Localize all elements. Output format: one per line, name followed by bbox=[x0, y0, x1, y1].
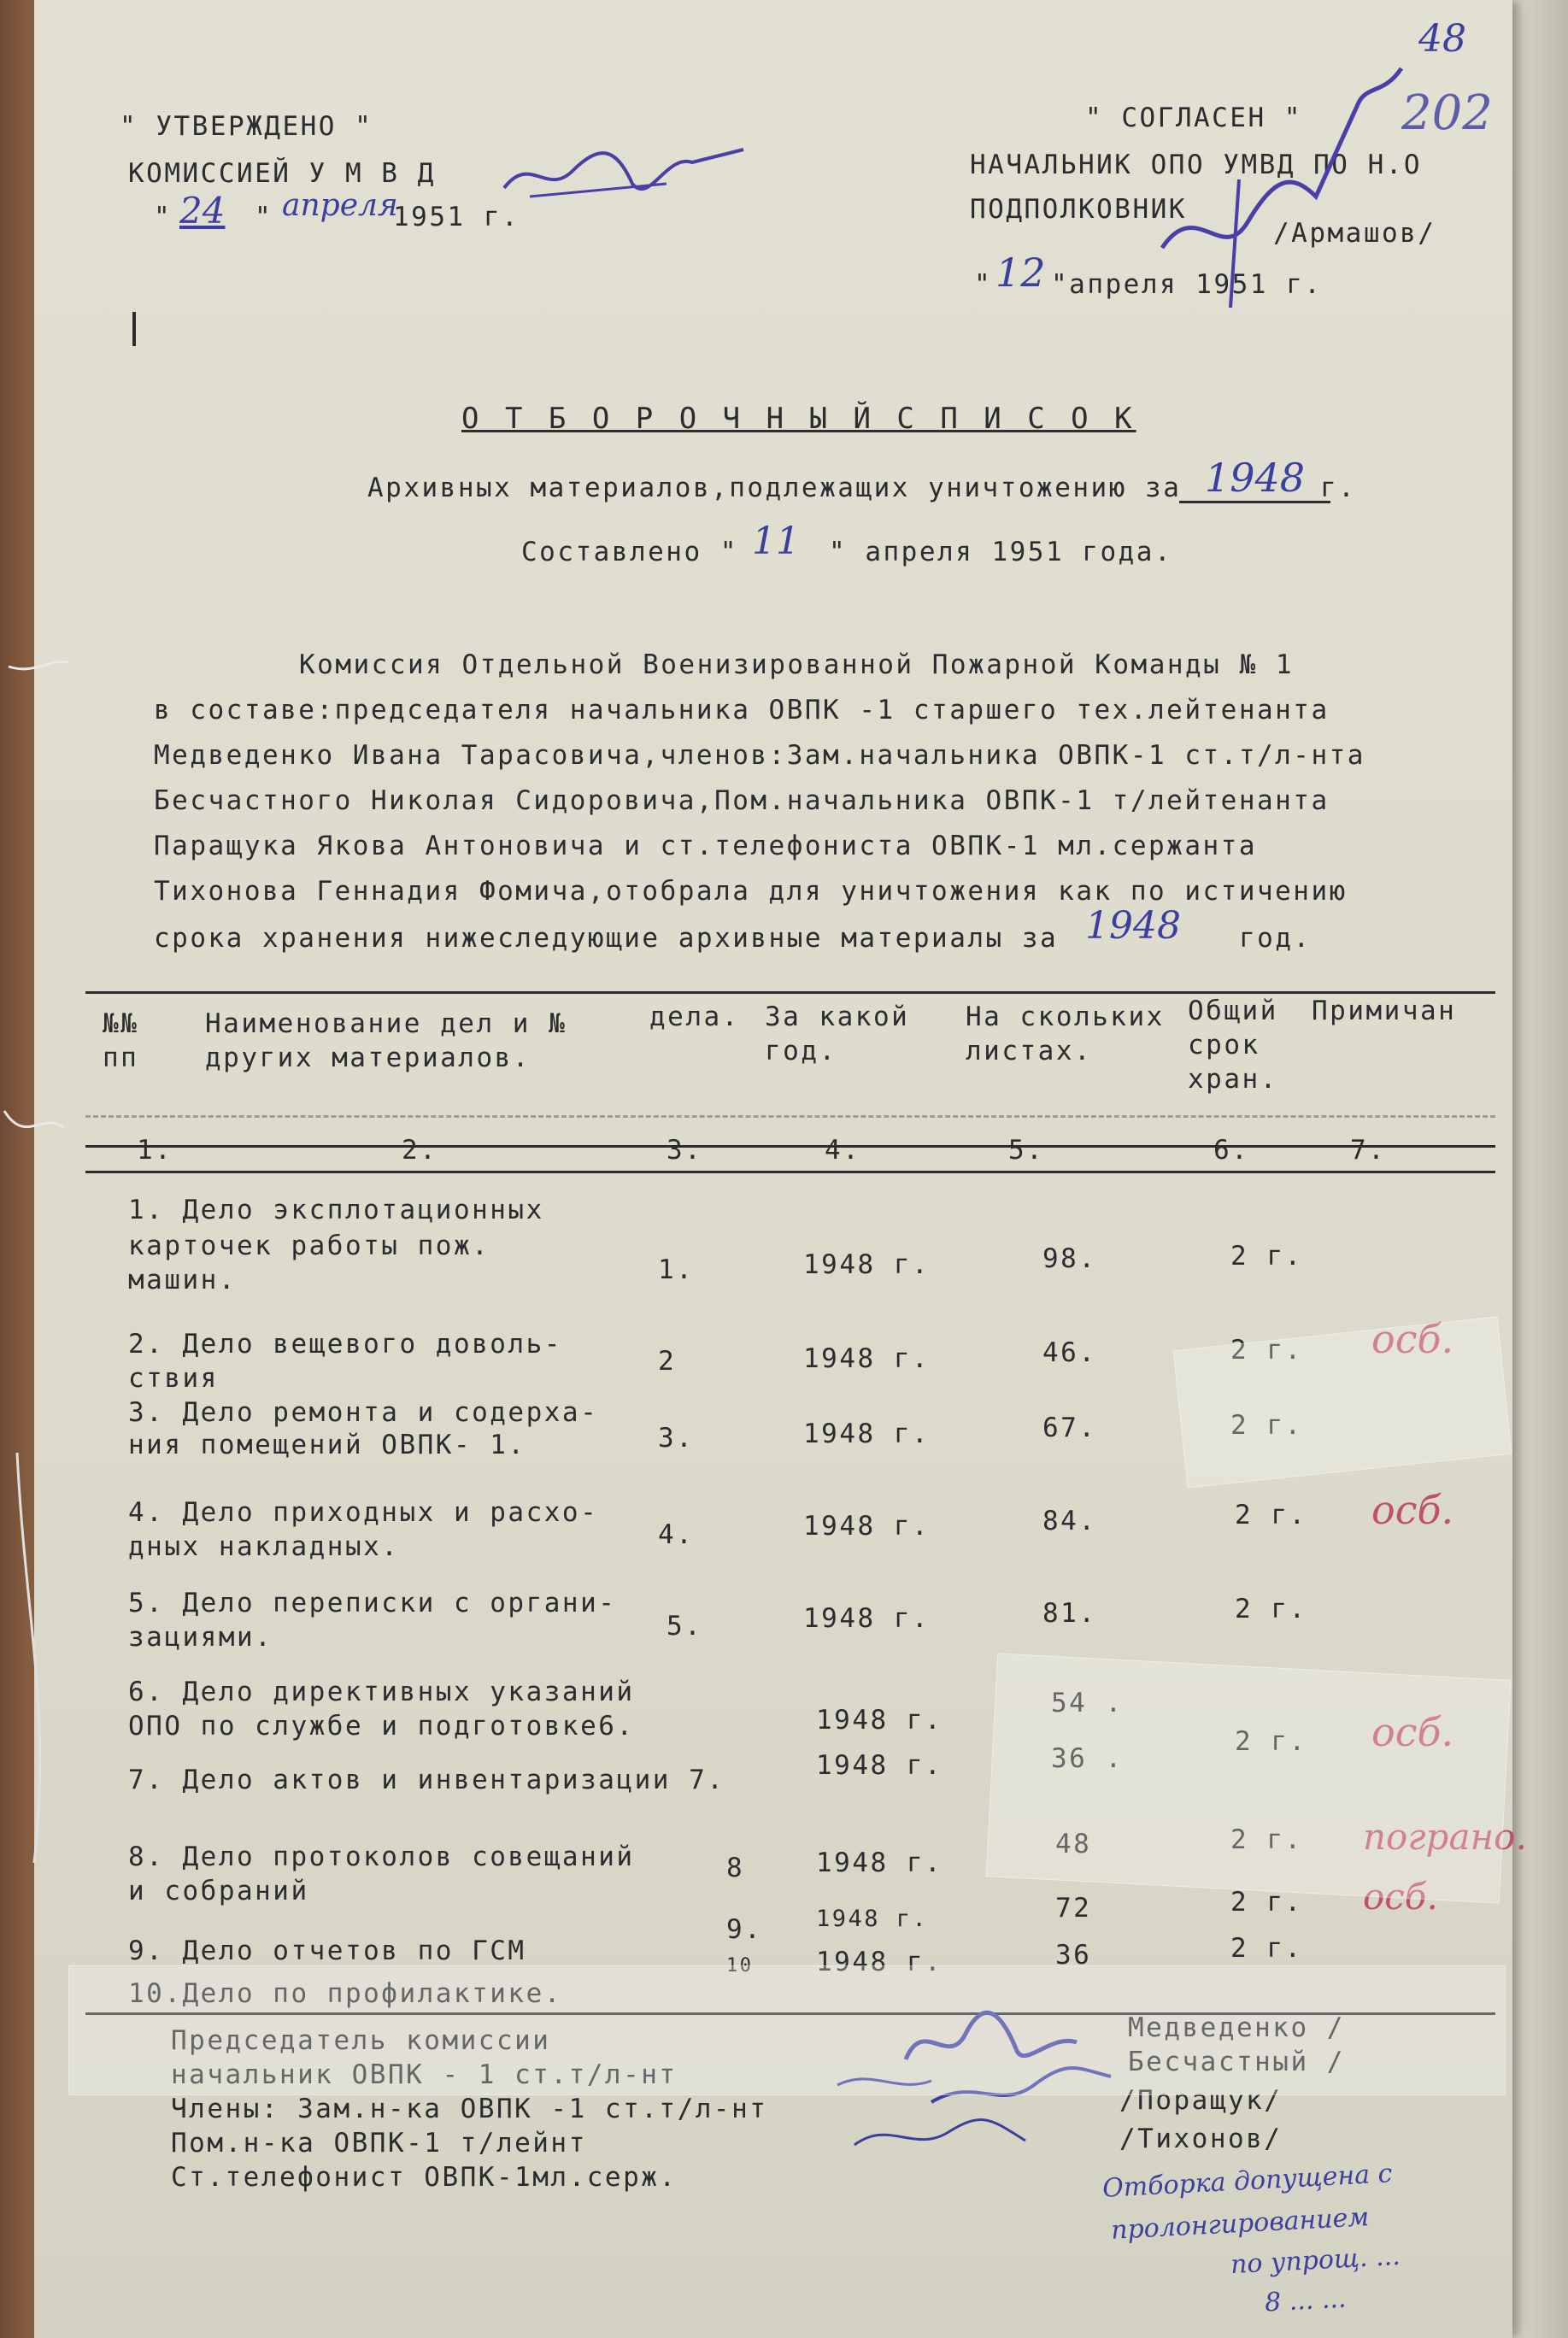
signer-name: Медведенко / bbox=[1128, 2012, 1345, 2043]
row-sheets: 36 bbox=[1055, 1940, 1092, 1971]
signature-line: Пом.н-ка ОВПК-1 т/лейнт bbox=[171, 2128, 587, 2159]
agreed-date-rest: "апреля 1951 г. bbox=[1051, 269, 1323, 300]
header-case-num: дела. bbox=[649, 1002, 740, 1032]
agreed-name: /Армашов/ bbox=[1273, 218, 1436, 249]
header-year: За какой bbox=[765, 1002, 910, 1032]
header-name-2: других материалов. bbox=[205, 1043, 531, 1073]
header-faint-rule bbox=[85, 1115, 1495, 1118]
row-term: 2 г. bbox=[1230, 1933, 1303, 1964]
row-name: 6. Дело директивных указаний bbox=[128, 1677, 635, 1707]
header-term-2: срок bbox=[1188, 1030, 1260, 1060]
row-note: осб. bbox=[1371, 1487, 1454, 1533]
intro-line: Паращука Якова Антоновича и ст.телефониста ОВПК-1 мл.сержанта bbox=[154, 831, 1257, 861]
intro-line: Комиссия Отдельной Военизированной Пожарной Команды № 1 bbox=[299, 649, 1294, 680]
agreed-position: НАЧАЛЬНИК ОПО УМВД ПО Н.О bbox=[970, 150, 1423, 180]
row-num: 8 bbox=[726, 1853, 745, 1883]
col-number: 3. bbox=[667, 1135, 703, 1166]
tape-repair bbox=[1173, 1316, 1512, 1488]
document-sheet bbox=[34, 0, 1527, 2338]
row-term: 2 г. bbox=[1230, 1824, 1303, 1855]
row-name: зациями. bbox=[128, 1622, 273, 1653]
subtitle-suffix: г. bbox=[1320, 473, 1357, 503]
tape-repair bbox=[986, 1653, 1512, 1903]
row-sheets: 54 . bbox=[1051, 1688, 1124, 1718]
signature-line: Председатель комиссии bbox=[171, 2025, 551, 2056]
header-term-3: хран. bbox=[1188, 1064, 1278, 1095]
row-name: ния помещений ОВПК- 1. bbox=[128, 1430, 526, 1460]
row-name: и собраний bbox=[128, 1876, 309, 1906]
signature-line: Ст.телефонист ОВПК-1мл.серж. bbox=[171, 2162, 678, 2193]
agreed-day: 12 bbox=[995, 250, 1046, 296]
row-name: дных накладных. bbox=[128, 1531, 400, 1562]
row-term: 2 г. bbox=[1230, 1410, 1303, 1441]
agreed-label: " СОГЛАСЕН " bbox=[1085, 103, 1302, 133]
row-year: 1948 г. bbox=[816, 1750, 943, 1781]
col-number: 2. bbox=[402, 1135, 438, 1166]
header-sheets-2: листах. bbox=[966, 1036, 1093, 1066]
row-name: ОПО по службе и подготовке6. bbox=[128, 1711, 635, 1742]
signer-name: /Поращук/ bbox=[1119, 2085, 1283, 2116]
row-year: 1948 г. bbox=[816, 1847, 943, 1878]
row-name: 4. Дело приходных и расхо- bbox=[128, 1497, 599, 1528]
approved-commission: КОМИССИЕЙ У М В Д bbox=[128, 158, 436, 189]
col-number: 1. bbox=[137, 1135, 173, 1166]
header-name: Наименование дел и № bbox=[205, 1008, 567, 1039]
compiled-day: 11 bbox=[752, 520, 800, 563]
row-year: 1948 г. bbox=[816, 1906, 929, 1932]
approved-date-quote: " bbox=[154, 202, 173, 232]
row-name: 10.Дело по профилактике. bbox=[128, 1978, 562, 2009]
row-sheets: 81. bbox=[1042, 1598, 1097, 1629]
agreed-date-quote: " bbox=[974, 269, 993, 300]
signer-name: /Тихонов/ bbox=[1119, 2124, 1283, 2154]
row-num: 4. bbox=[658, 1519, 695, 1550]
row-num: 1. bbox=[658, 1254, 695, 1285]
row-sheets: 84. bbox=[1042, 1506, 1097, 1536]
row-term: 2 г. bbox=[1230, 1887, 1303, 1918]
row-name: 9. Дело отчетов по ГСМ bbox=[128, 1936, 526, 1966]
subtitle-year: 1948 bbox=[1179, 455, 1330, 503]
col-number: 5. bbox=[1008, 1135, 1045, 1166]
row-note: осб. bbox=[1363, 1876, 1438, 1918]
compiled-suffix: " апреля 1951 года. bbox=[829, 537, 1173, 567]
handwritten-note: по упрощ. ... bbox=[1230, 2241, 1401, 2281]
approved-date-quote2: " bbox=[255, 202, 273, 232]
row-sheets: 67. bbox=[1042, 1413, 1097, 1443]
col-number: 7. bbox=[1350, 1135, 1387, 1166]
row-name: 5. Дело переписки с органи- bbox=[128, 1588, 617, 1618]
archive-number-second: 202 bbox=[1401, 85, 1493, 141]
tape-repair bbox=[68, 1965, 1506, 2095]
row-name: 2. Дело вещевого доволь- bbox=[128, 1329, 562, 1360]
intro-line: в составе:председателя начальника ОВПК -1 старшего тех.лейтенанта bbox=[154, 695, 1330, 725]
row-year: 1948 г. bbox=[803, 1603, 931, 1634]
row-sheets: 46. bbox=[1042, 1337, 1097, 1368]
header-term: Общий bbox=[1188, 996, 1278, 1026]
approved-month: апреля bbox=[282, 188, 398, 223]
approval-signature bbox=[496, 137, 752, 214]
row-num: 10 bbox=[726, 1955, 754, 1977]
col-number: 4. bbox=[825, 1135, 861, 1166]
header-note: Примичан bbox=[1312, 996, 1457, 1026]
punch-mark bbox=[132, 312, 136, 346]
row-year: 1948 г. bbox=[803, 1343, 931, 1374]
signature-line: начальник ОВПК - 1 ст.т/л-нт bbox=[171, 2059, 678, 2090]
row-year: 1948 г. bbox=[816, 1705, 943, 1736]
handwritten-note: Отборка допущена с bbox=[1101, 2159, 1394, 2204]
row-name: 7. Дело актов и инвентаризации 7. bbox=[128, 1765, 725, 1795]
row-note: пограно. bbox=[1363, 1816, 1527, 1858]
signer-name: Бесчастный / bbox=[1128, 2047, 1345, 2077]
row-num: 3. bbox=[658, 1423, 695, 1454]
row-term: 2 г. bbox=[1235, 1726, 1307, 1757]
agreed-signature bbox=[1145, 51, 1410, 333]
header-year-2: год. bbox=[765, 1036, 837, 1066]
subtitle-text: Архивных материалов,подлежащих уничтожению за bbox=[367, 473, 1182, 503]
row-term: 2 г. bbox=[1230, 1335, 1303, 1366]
row-term: 2 г. bbox=[1235, 1500, 1307, 1530]
binding-thread bbox=[0, 598, 68, 1880]
signature-line: Члены: Зам.н-ка ОВПК -1 ст.т/л-нт bbox=[171, 2094, 768, 2124]
archive-number-top: 48 bbox=[1418, 17, 1466, 61]
handwritten-note: пролонгированием bbox=[1110, 2202, 1371, 2246]
header-bottom-rule bbox=[85, 1145, 1495, 1148]
row-name: карточек работы пож. bbox=[128, 1231, 490, 1261]
col-number: 6. bbox=[1213, 1135, 1250, 1166]
row-name: 1. Дело эксплотационных bbox=[128, 1195, 544, 1225]
intro-last-year: 1948 bbox=[1085, 904, 1181, 948]
document-title: О Т Б О Р О Ч Н Ы Й С П И С О К bbox=[461, 402, 1136, 436]
intro-line: Медведенко Ивана Тарасовича,членов:Зам.начальника ОВПК-1 ст.т/л-нта bbox=[154, 740, 1365, 771]
header-num-2: пп bbox=[103, 1043, 139, 1073]
row-name: 3. Дело ремонта и содерха- bbox=[128, 1397, 599, 1428]
row-sheets: 72 bbox=[1055, 1893, 1092, 1924]
approved-day: 24 bbox=[179, 190, 226, 232]
row-sheets: 48 bbox=[1055, 1829, 1092, 1859]
row-name: машин. bbox=[128, 1265, 237, 1295]
row-term: 2 г. bbox=[1235, 1594, 1307, 1624]
handwritten-note: 8 ... ... bbox=[1264, 2283, 1348, 2318]
row-year: 1948 г. bbox=[803, 1511, 931, 1542]
row-note: осб. bbox=[1371, 1316, 1454, 1362]
intro-last-suffix: год. bbox=[1239, 923, 1312, 954]
row-name: 8. Дело протоколов совещаний bbox=[128, 1842, 635, 1872]
row-sheets: 98. bbox=[1042, 1243, 1097, 1274]
agreed-rank: ПОДПОЛКОВНИК bbox=[970, 194, 1187, 225]
colnum-bottom-rule bbox=[85, 1171, 1495, 1173]
approved-year: 1951 г. bbox=[393, 202, 520, 232]
row-num: 9. bbox=[726, 1914, 763, 1945]
row-note: осб. bbox=[1371, 1709, 1454, 1755]
underlying-page-edge bbox=[1512, 0, 1568, 2338]
intro-line: Тихонова Геннадия Фомича,отобрала для уничтожения как по истичению bbox=[154, 876, 1348, 907]
row-year: 1948 г. bbox=[803, 1249, 931, 1280]
row-term: 2 г. bbox=[1230, 1241, 1303, 1272]
row-name: ствия bbox=[128, 1363, 219, 1394]
header-num: №№ bbox=[103, 1008, 139, 1039]
intro-last-line: срока хранения нижеследующие архивные материалы за bbox=[154, 923, 1059, 954]
row-year: 1948 г. bbox=[803, 1419, 931, 1449]
row-sheets: 36 . bbox=[1051, 1743, 1124, 1774]
compiled-prefix: Составлено " bbox=[521, 537, 738, 567]
intro-line: Бесчастного Николая Сидоровича,Пом.начальника ОВПК-1 т/лейтенанта bbox=[154, 785, 1330, 816]
row-num: 2 bbox=[658, 1346, 677, 1377]
row-year: 1948 г. bbox=[816, 1947, 943, 1977]
approved-label: " УТВЕРЖДЕНО " bbox=[120, 111, 373, 142]
table-top-rule bbox=[85, 991, 1495, 994]
header-sheets: На скольких bbox=[966, 1002, 1165, 1032]
row-num: 5. bbox=[667, 1611, 703, 1642]
